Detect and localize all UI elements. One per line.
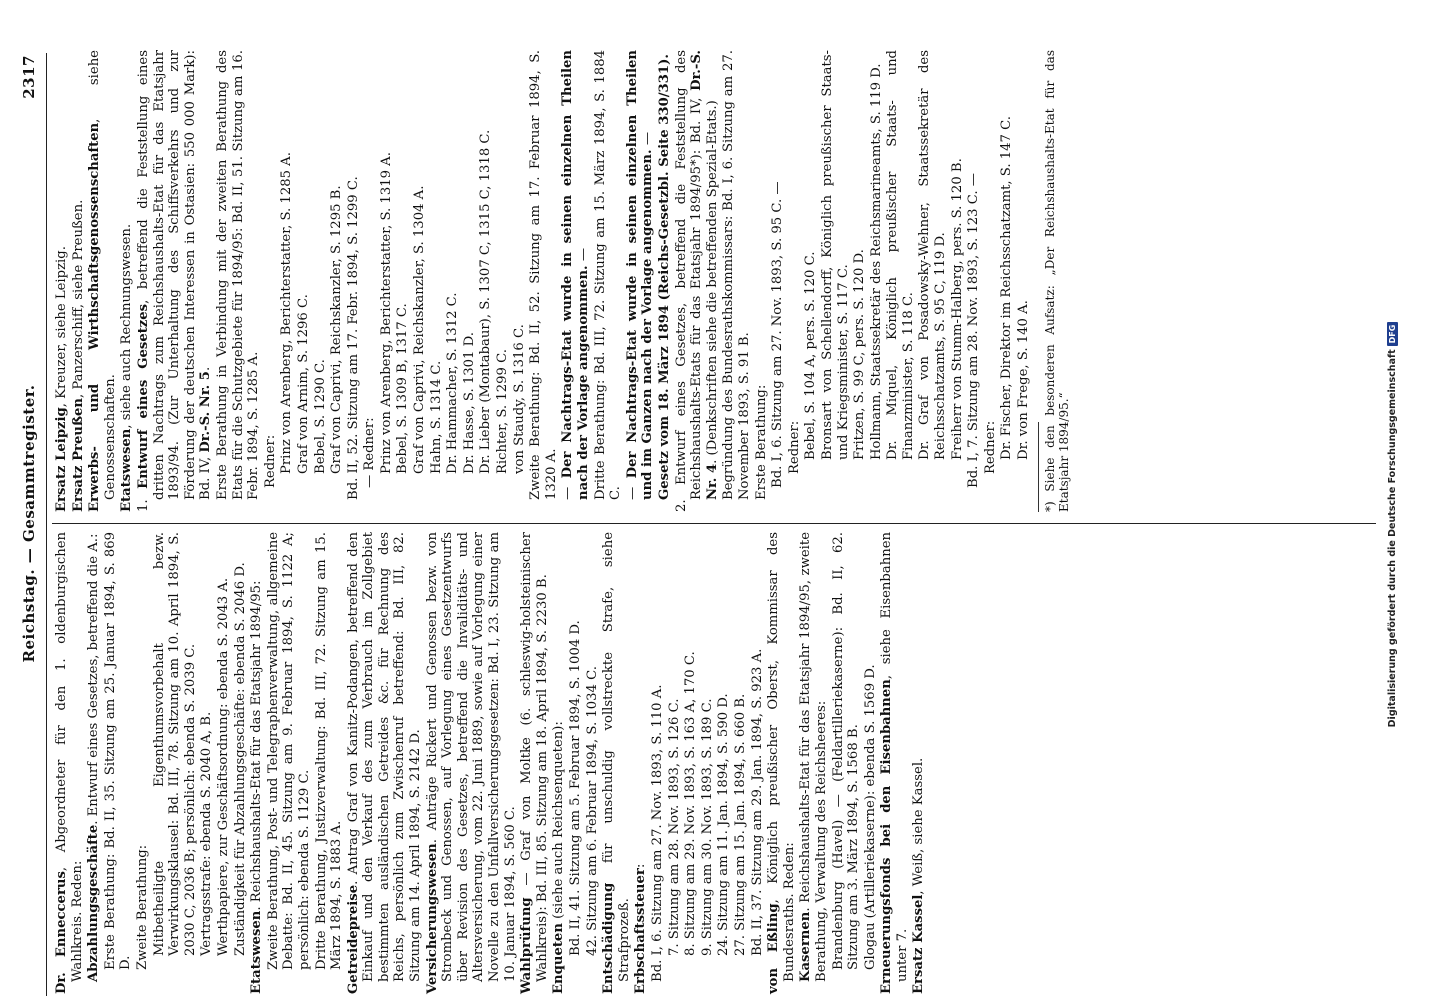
register-entry: Erbschaftssteuer: <box>633 863 649 994</box>
register-entry: Dr. Hammacher, S. 1312 C. <box>445 292 461 474</box>
register-entry: Bebel, S. 104 A, pers. S. 120 C. <box>803 251 819 460</box>
column-divider <box>52 523 1376 524</box>
register-entry: Bronsart von Schellendorff, Königlich preußischer Staats- und Kriegsminister, S. 117 C. <box>819 50 851 460</box>
register-entry: Zweite Berathung: Bd. II, 52. Sitzung am 17. Februar 1894, S. 1320 A. <box>528 50 559 500</box>
register-entry: Enqueten (siehe auch Reichsenqueten): <box>551 721 567 994</box>
digitization-credit <box>1387 37 1398 1000</box>
register-entry: Dr. von Frege, S. 140 A. <box>1016 300 1032 460</box>
scanned-page <box>2 37 1402 1000</box>
register-entry: Graf von Caprivi, Reichskanzler, S. 1304 A. <box>412 185 428 474</box>
register-entry: Dr. Fischer, Direktor im Reichsschatzamt, S. 147 C. <box>999 116 1015 460</box>
register-entry: 7. Sitzung am 28. Nov. 1893, S. 126 C. <box>666 698 682 956</box>
register-entry: Freiherr von Stumm-Halberg, pers. S. 120 B. <box>949 158 965 460</box>
register-entry: Gesetz vom 18. März 1894 (Reichs-Gesetzbl. Seite 330/331). <box>656 54 672 500</box>
register-entry: Getreidepreise. Antrag Graf von Kanitz-Podangen, betreffend den Einkauf und den Verkauf des zum Verbrauch im Zollgebiet bestimmten ausländischen Getreides &c. für Rechnung des Reichs, persönlich zum Zwischenruf betreffend: Bd. III, 82. Sitzung am 14. April 1894, S. 2142 D. <box>345 532 424 994</box>
register-entry: Erste Berathung: Bd. II, 35. Sitzung am 25. Januar 1894, S. 869 D. <box>102 532 134 970</box>
register-entry: Dr. Enneccerus, Abgeordneter für den 1. oldenburgischen Wahlkreis. Reden: <box>54 532 85 994</box>
register-entry: Dritte Berathung, Justizverwaltung: Bd. III, 72. Sitzung am 15. März 1894, S. 1883 A. <box>313 532 345 970</box>
register-entry: Erste Berathung in Verbindung mit der zweiten Berathung des Etats für die Schutzgebiete für 1894/95: Bd. II, 51. Sitzung am 16. Febr. 1894, S. 1285 A. <box>214 50 262 500</box>
register-entry: Zuständigkeit für Abzahlungsgeschäfte: ebenda S. 2046 D. <box>232 562 248 956</box>
credit-text: Digitalisierung gefördert durch die Deutsche Forschungsgemeinschaft <box>1387 349 1398 728</box>
register-entry: Richter, S. 1299 C. <box>495 349 511 474</box>
register-entry: Etatswesen, siehe auch Rechnungswesen. <box>119 223 135 512</box>
register-entry: Entschädigung für unschuldig vollstreckte Strafe, siehe Strafprozeß. <box>601 532 632 994</box>
register-entry: Erneuerungsfonds bei den Eisenbahnen, siehe Eisenbahnen unter 7. <box>879 532 910 994</box>
register-entry: 24. Sitzung am 11. Jan. 1894, S. 590 D. <box>716 693 732 956</box>
header-rule <box>46 53 47 996</box>
register-entry: Vertragsstrafe: ebenda S. 2040 A, B. <box>199 711 215 956</box>
page-number: 2317 <box>20 55 38 99</box>
register-entry: Wahlprüfung — Graf von Moltke (6. schleswig-holsteinischer Wahlkreis): Bd. III, 85. Sitzung am 18. April 1894, S. 2230 B. <box>519 532 550 994</box>
register-entry: Dritte Berathung: Bd. III, 72. Sitzung am 15. März 1894, S. 1884 C. <box>592 50 624 500</box>
register-entry: — Redner: <box>362 417 378 488</box>
register-entry: 27. Sitzung am 15. Jan. 1894, S. 660 B. <box>732 693 748 956</box>
register-entry: Dr. Graf von Posadowsky-Wehner, Staatssekretär des Reichsschatzamts, S. 95 C, 119 D. <box>917 50 949 460</box>
register-entry: Dr. Hasse, S. 1301 D. <box>461 332 477 474</box>
dfg-logo: DFG <box>1387 322 1398 347</box>
register-entry: Erwerbs- und Wirthschaftsgenossenschaften, siehe Genossenschaften. <box>87 50 118 512</box>
register-entry: Redner: <box>262 434 278 488</box>
register-entry: Graf von Caprivi, Reichskanzler, S. 1295 B. <box>329 185 345 474</box>
register-entry: von Staudy, S. 1316 C. <box>511 324 527 474</box>
right-column-entries <box>54 50 1032 512</box>
register-entry: — Der Nachtrags-Etat wurde in seinen einzelnen Theilen und im Ganzen nach der Vorlage angenommen. — <box>624 50 656 500</box>
register-entry: Hollmann, Staatssekretär des Reichsmarineamts, S. 119 D. <box>868 63 884 460</box>
right-column <box>54 50 1072 512</box>
register-entry: Begründung des Bundesrathskommissars: Bd. I, 6. Sitzung am 27. November 1893, S. 91 B. <box>721 50 752 500</box>
register-entry: Versicherungswesen. Anträge Rickert und Genossen bezw. von Strombeck und Genossen, auf Vorlegung eines Gesetzentwurfs über Revision des Gesetzes, betreffend die Invaliditäts- und Altersversicherung, vom 22. Juni 1889, sowie auf Vorlegung einer Novelle zu den Unfallversicherungsgesetzen: Bd. I, 23. Sitzung am 10. Januar 1894, S. 560 C. <box>424 532 518 994</box>
register-entry: Zweite Berathung, Post- und Telegraphenverwaltung, allgemeine Debatte: Bd. II, 45. Sitzung am 9. Februar 1894, S. 1122 A; persönlich: ebenda S. 1129 C. <box>265 532 312 970</box>
register-entry: Dr. Lieber (Montabaur), S. 1307 C, 1315 C, 1318 C. <box>478 129 494 474</box>
register-entry: Mitbetheiligte Eigenthumsvorbehalt bezw. Verwirkungsklausel: Bd. III, 78. Sitzung am 10. April 1894, S. 2030 C, 2036 B; persönlich: ebenda S. 2039 C. <box>151 532 198 956</box>
register-entry: Werthpapiere, zur Geschäftsordnung: ebenda S. 2043 A. <box>215 577 231 956</box>
register-entry: Graf von Arnim, S. 1296 C. <box>295 294 311 474</box>
left-column <box>54 532 928 994</box>
page-header <box>20 55 46 992</box>
register-entry: Zweite Berathung: <box>134 844 150 970</box>
register-entry: Redner: <box>982 420 998 474</box>
register-entry: Erste Berathung: <box>753 384 769 500</box>
register-entry: Etatswesen. Reichshaushalts-Etat für das Etatsjahr 1894/95: <box>249 580 265 994</box>
register-entry: Ersatz Preußen, Panzerschiff, siehe Preußen. <box>70 199 86 512</box>
register-entry: von Eßling, Königlich preußischer Oberst, Kommissar des Bundesraths. Reden: <box>766 532 797 994</box>
register-entry: Bd. II, 41. Sitzung am 5. Februar 1894, S. 1004 D. <box>568 620 583 956</box>
register-entry: Glogau (Artilleriekaserne): ebenda S. 1569 D. <box>862 664 878 970</box>
register-entry: 8. Sitzung am 29. Nov. 1893, S. 163 A, 170 C. <box>683 651 699 956</box>
register-entry: Bd. I, 6. Sitzung am 27. Nov. 1893, S. 95 C. — <box>770 181 786 488</box>
register-entry: Bd. I, 6. Sitzung am 27. Nov. 1893, S. 110 A. <box>649 684 665 982</box>
register-entry: Brandenburg (Havel) — (Feldartilleriekaserne): Bd. II, 62. Sitzung am 3. März 1894, S. 1568 B. <box>830 532 862 970</box>
register-entry: Bebel, S. 1309 B, 1317 C. <box>395 303 411 474</box>
register-entry: Kasernen. Reichshaushalts-Etat für das Etatsjahr 1894/95, zweite Berathung, Verwaltung des Reichsheeres: <box>798 532 829 982</box>
register-entry: Bd. I, 7. Sitzung am 28. Nov. 1893, S. 123 C. — <box>966 173 982 488</box>
footnote-rule <box>1038 422 1039 512</box>
register-entry: Prinz von Arenberg, Berichterstatter, S. 1285 A. <box>279 152 295 474</box>
register-entry: Fritzen, S. 99 C, pers. S. 120 D. <box>852 249 868 460</box>
register-entry: Dr. Miquel, Königlich preußischer Staats- und Finanzminister, S. 118 C. <box>885 50 916 460</box>
running-title: Reichstag. — Gesammtregister. <box>20 384 38 663</box>
register-entry: Ersatz Leipzig, Kreuzer, siehe Leipzig. <box>54 246 69 512</box>
register-entry: 2. Entwurf eines Gesetzes, betreffend die Feststellung des Reichshaushalts-Etats für das Etatsjahr 1894/95*): Bd. IV, Dr.-S. Nr. 4. (Denkschriften siehe die betreffenden Spezial-Etats.) <box>673 50 720 512</box>
register-entry: 42. Sitzung am 6. Februar 1894, S. 1034 C. <box>584 666 600 956</box>
register-entry: Bebel, S. 1290 C. <box>312 359 328 474</box>
register-entry: Hahn, S. 1314 C. <box>428 360 444 474</box>
footnote: *) Siehe den besonderen Aufsatz: „Der Reichshaushalts-Etat für das Etatsjahr 1894/95.“ <box>1042 50 1071 512</box>
register-entry: 1. Entwurf eines Gesetzes, betreffend die Feststellung eines dritten Nachtrags zum Reichshaushalts-Etat für das Etatsjahr 1893/94. (Zur Unterhaltung des Schiffsverkehrs und zur Förderung der deutschen Interessen in Ostasien: 550 000 Mark): Bd. IV, Dr.-S. Nr. 5. <box>135 50 214 512</box>
register-entry: Redner: <box>786 420 802 474</box>
register-entry: Bd. II, 52. Sitzung am 17. Febr. 1894, S. 1299 C. <box>345 176 361 500</box>
register-entry: Bd. II, 37. Sitzung am 29. Jan. 1894, S. 923 A. <box>749 648 765 956</box>
register-entry: Prinz von Arenberg, Berichterstatter, S. 1319 A. <box>378 152 394 474</box>
register-entry: Abzahlungsgeschäfte. Entwurf eines Gesetzes, betreffend die A.: <box>86 533 102 982</box>
register-entry: — Der Nachtrags-Etat wurde in seinen einzelnen Theilen nach der Vorlage angenommen. — <box>560 50 591 500</box>
register-entry: Ersatz Kassel, Weiß, siehe Kassel. <box>911 757 927 994</box>
register-entry: 9. Sitzung am 30. Nov. 1893, S. 189 C. <box>699 698 715 956</box>
